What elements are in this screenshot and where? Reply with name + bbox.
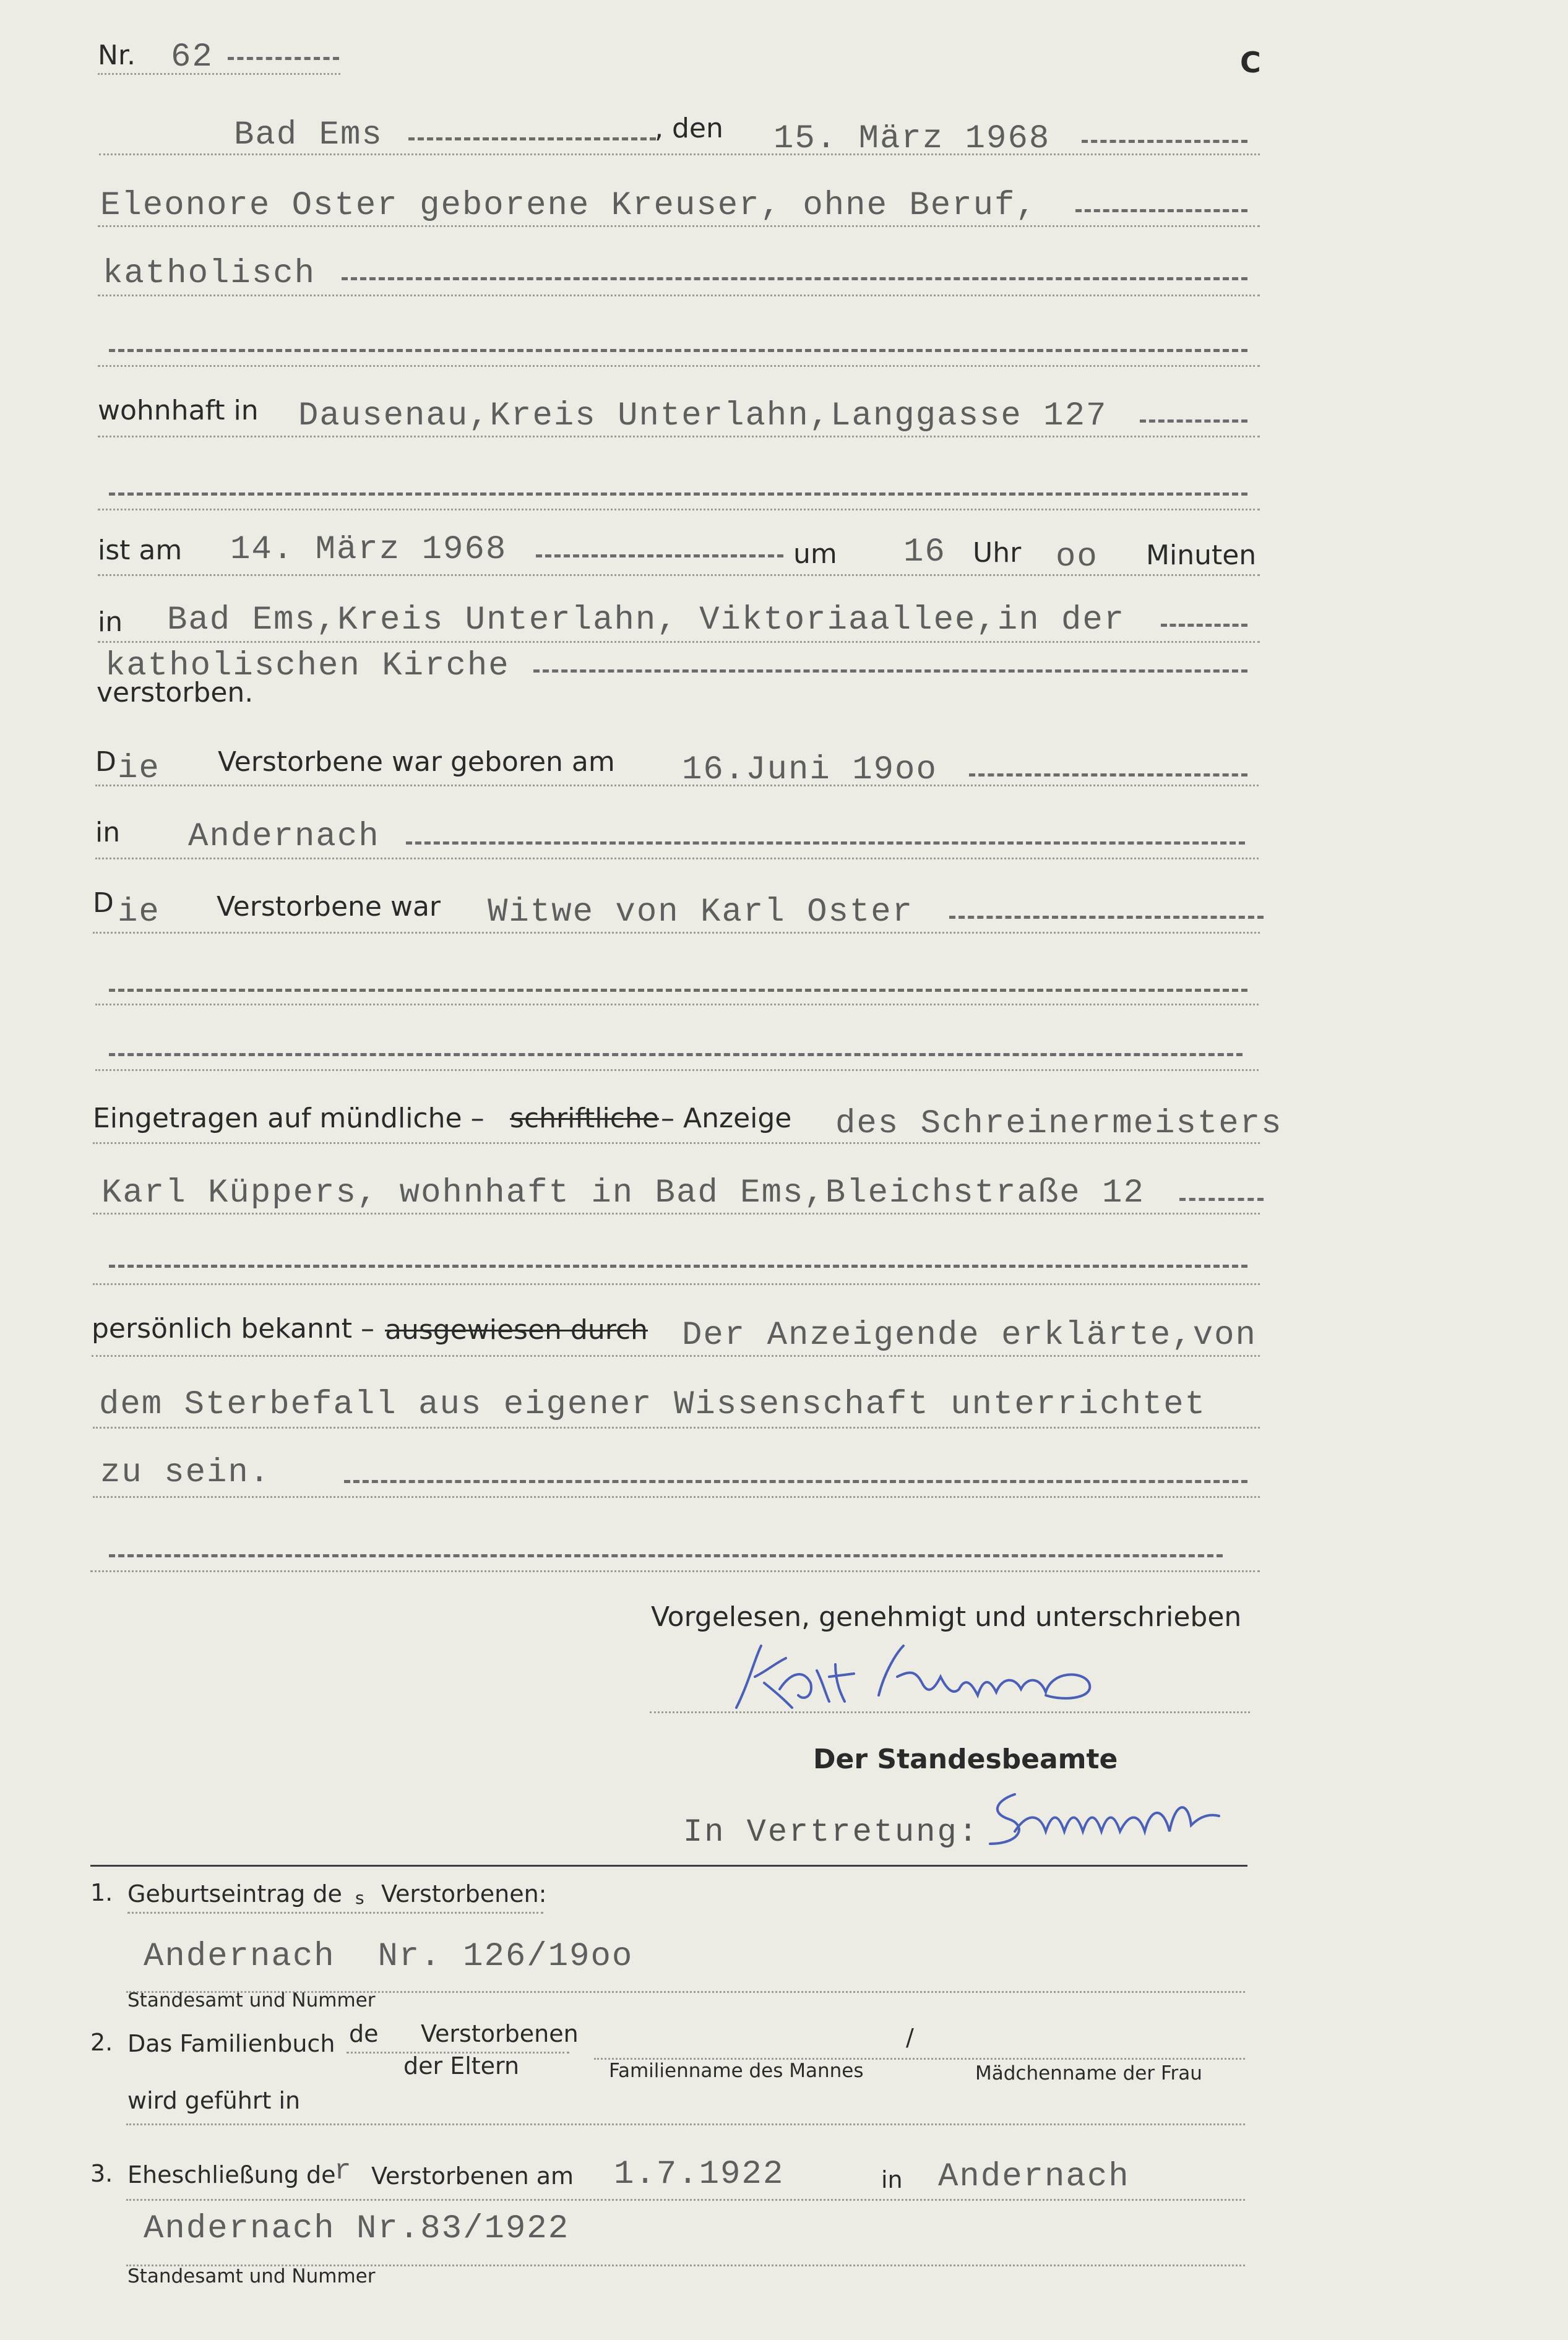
line16-underline xyxy=(93,1213,1260,1215)
note-3-letter: r xyxy=(334,2155,353,2187)
status-article-prefix: D xyxy=(93,887,114,919)
note-2-caption-husband: Familienname des Mannes xyxy=(609,2060,864,2082)
line18-underline xyxy=(92,1355,1260,1357)
registrar-signature xyxy=(978,1782,1262,1856)
line21-underline xyxy=(90,1570,1260,1572)
marriage-date: 1.7.1922 xyxy=(614,2156,785,2193)
note-2-verstorbenen: Verstorbenen xyxy=(421,2020,579,2047)
read-approved-label: Vorgelesen, genehmigt und unterschrieben xyxy=(651,1601,1242,1633)
informant-dash-fill xyxy=(1179,1198,1264,1201)
nr-dash-fill xyxy=(228,57,339,60)
statement-dash-fill xyxy=(344,1480,1247,1483)
religion-dash-fill xyxy=(342,277,1247,280)
note-2-slash: / xyxy=(906,2024,914,2051)
note-1-label: Geburtseintrag de xyxy=(127,1880,342,1908)
died-label: ist am xyxy=(98,535,183,566)
known-label: persönlich bekannt – xyxy=(92,1313,375,1344)
registered-label-2: – Anzeige xyxy=(661,1103,792,1134)
blank-line-21 xyxy=(109,1554,1223,1557)
line2-underline xyxy=(98,225,1260,227)
line15-underline xyxy=(93,1142,1260,1144)
line19-underline xyxy=(93,1427,1260,1429)
minutes: oo xyxy=(1056,538,1098,576)
line12-underline xyxy=(93,932,1260,934)
note-2-label: Das Familienbuch xyxy=(127,2030,335,2057)
status-label: Verstorbene war xyxy=(217,891,441,923)
line11-underline xyxy=(95,858,1259,859)
line3-underline xyxy=(98,295,1260,296)
death-in-label: in xyxy=(98,606,123,638)
birth-place-dash-fill xyxy=(406,841,1245,845)
birth-date-dash-fill xyxy=(969,773,1247,776)
note-3-label-2: Verstorbenen am xyxy=(371,2162,574,2190)
deceased-name: Eleonore Oster geborene Kreuser, ohne Beruf, xyxy=(100,187,1037,225)
informant-signature-text: Karl Küppers xyxy=(712,1633,715,1634)
note-3-label-underline xyxy=(126,2199,1245,2201)
note-3-label: Eheschließung de xyxy=(127,2161,336,2188)
registered-label: Eingetragen auf mündliche – xyxy=(93,1103,485,1134)
residence-dash-fill xyxy=(1140,419,1247,423)
blank-line-17 xyxy=(109,1265,1247,1268)
note-2-de: de xyxy=(349,2020,379,2047)
name-dash-fill xyxy=(1075,209,1247,212)
section-divider xyxy=(90,1865,1247,1867)
informant-line-2: Karl Küppers, wohnhaft in Bad Ems,Bleichstraße 12 xyxy=(101,1174,1145,1212)
birth-date: 16.Juni 19oo xyxy=(682,751,937,789)
marriage-place: Andernach xyxy=(938,2158,1130,2196)
line14-underline xyxy=(95,1069,1259,1071)
registrar-label: Der Standesbeamte xyxy=(813,1744,1118,1775)
nr-value: 62 xyxy=(171,38,213,76)
nr-label: Nr. xyxy=(98,40,136,71)
line17-underline xyxy=(93,1283,1260,1285)
note-2-number: 2. xyxy=(90,2029,113,2056)
blank-line-14 xyxy=(109,1053,1243,1056)
informant-signature-line xyxy=(650,1711,1250,1713)
um-label: um xyxy=(793,538,837,570)
note-1-number: 1. xyxy=(90,1879,113,1906)
date: 15. März 1968 xyxy=(773,120,1051,158)
residence-label: wohnhaft in xyxy=(98,395,259,426)
death-place-line-1: Bad Ems,Kreis Unterlahn, Viktoriaallee,in der xyxy=(167,601,1126,639)
note-2-names-underline xyxy=(594,2058,1245,2060)
corner-letter: C xyxy=(1240,46,1261,79)
registrar-signature-text: Semmel xyxy=(978,1782,980,1783)
born-article-prefix: D xyxy=(95,746,116,778)
birth-in-label: in xyxy=(95,817,121,848)
date-dash-fill xyxy=(1082,140,1247,143)
death-date-dash-fill xyxy=(536,554,783,557)
in-vertretung-label: In Vertretung: xyxy=(683,1814,980,1851)
statement-line-2: dem Sterbefall aus eigener Wissenschaft unterrichtet xyxy=(99,1386,1207,1424)
note-3-in-label: in xyxy=(881,2166,903,2193)
death-date: 14. März 1968 xyxy=(230,531,507,569)
note-1-label-underline xyxy=(127,1912,543,1914)
statement-line-3: zu sein. xyxy=(100,1454,271,1492)
birth-place: Andernach xyxy=(188,818,380,856)
line10-underline xyxy=(95,785,1259,786)
death-place-1-dash-fill xyxy=(1161,624,1247,627)
death-place-line-2: katholischen Kirche xyxy=(105,647,510,685)
note-3-number: 3. xyxy=(90,2160,113,2187)
nr-underline xyxy=(98,73,340,75)
residence: Dausenau,Kreis Unterlahn,Langgasse 127 xyxy=(298,397,1108,435)
verstorben-label: verstorben. xyxy=(97,677,254,708)
note-1-label-2: Verstorbenen: xyxy=(381,1880,547,1908)
den-label: , den xyxy=(655,113,723,144)
note-1-caption: Standesamt und Nummer xyxy=(127,1989,376,2011)
born-article-suffix: ie xyxy=(118,750,160,788)
blank-line-6 xyxy=(109,493,1247,496)
death-place-2-dash-fill xyxy=(533,669,1247,673)
informant-line-1: des Schreinermeisters xyxy=(835,1105,1283,1143)
note-2-kept-underline xyxy=(126,2123,1245,2125)
note-2-eltern: der Eltern xyxy=(403,2052,520,2080)
born-label: Verstorbene war geboren am xyxy=(218,746,615,778)
line20-underline xyxy=(93,1496,1260,1498)
status-article-suffix: ie xyxy=(118,893,160,931)
status-dash-fill xyxy=(949,916,1264,919)
uhr-label: Uhr xyxy=(973,537,1022,569)
minuten-label: Minuten xyxy=(1146,540,1257,571)
marriage-register-entry: Andernach Nr.83/1922 xyxy=(144,2210,570,2248)
note-2-kept-label: wird geführt in xyxy=(127,2087,301,2114)
marital-status: Witwe von Karl Oster xyxy=(488,893,914,931)
place-dash-fill xyxy=(408,137,656,140)
note-3-caption: Standesamt und Nummer xyxy=(127,2265,376,2287)
line7-underline xyxy=(98,574,1260,576)
blank-line-4 xyxy=(109,349,1247,352)
line6-underline xyxy=(98,509,1260,510)
line4-underline xyxy=(98,365,1260,367)
blank-line-13 xyxy=(109,989,1247,992)
registered-struck: schriftliche xyxy=(510,1103,659,1134)
note-2-caption-wife: Mädchenname der Frau xyxy=(975,2062,1202,2084)
line5-underline xyxy=(98,436,1260,437)
hour: 16 xyxy=(903,533,946,571)
line1-underline xyxy=(99,153,1260,155)
line13-underline xyxy=(95,1004,1259,1005)
religion: katholisch xyxy=(103,255,316,293)
note-1-letter: s xyxy=(355,1888,364,1908)
line8-underline xyxy=(98,641,1260,643)
place: Bad Ems xyxy=(234,116,383,154)
birth-register-entry: Andernach Nr. 126/19oo xyxy=(144,1938,634,1976)
statement-line-1: Der Anzeigende erklärte,von xyxy=(682,1317,1257,1354)
known-struck: ausgewiesen durch xyxy=(385,1314,648,1346)
